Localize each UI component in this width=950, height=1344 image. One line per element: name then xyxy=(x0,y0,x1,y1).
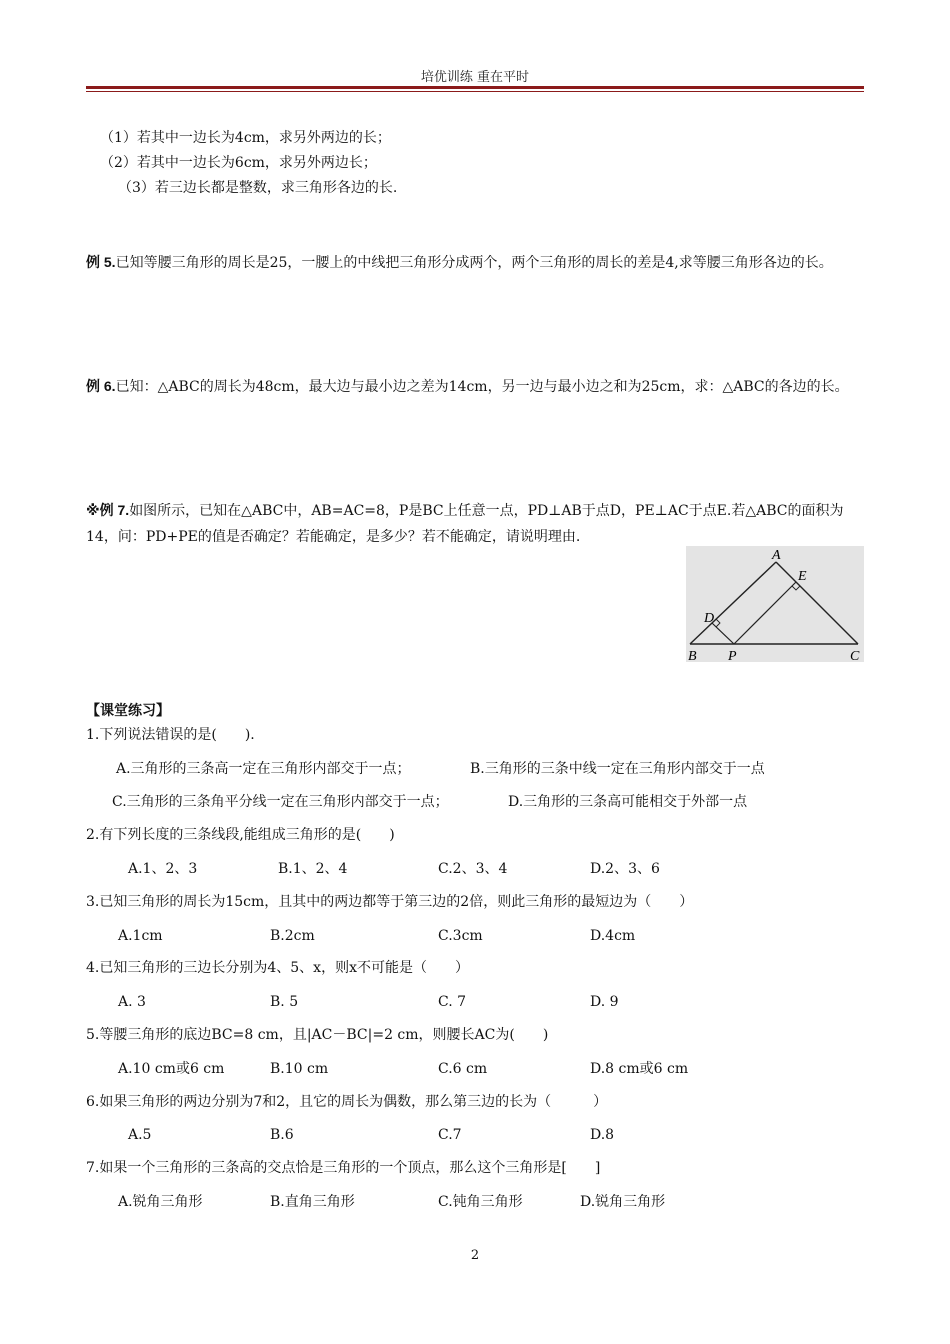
header-rule-thick xyxy=(86,86,864,89)
example7-text: 如图所示，已知在△ABC中，AB=AC=8，P是BC上任意一点，PD⊥AB于点D，PE⊥AC于点E.若△ABC的面积为14，问：PD+PE的值是否确定？若能确定，是多少？若不能确定，请说明理由. xyxy=(86,503,844,545)
label-d: D xyxy=(704,611,715,626)
question-7-option-d: D.锐角三角形 xyxy=(580,1194,666,1210)
example6-paragraph xyxy=(86,373,866,400)
question-6-stem: 6.如果三角形的两边分别为7和2，且它的周长为偶数，那么第三边的长为（ ） xyxy=(86,1094,608,1110)
segment-pe xyxy=(734,582,796,644)
example5-label: 例 5. xyxy=(86,254,116,270)
question-7-stem: 7.如果一个三角形的三条高的交点恰是三角形的一个顶点，那么这个三角形是[ ] xyxy=(86,1160,601,1176)
question-5-option-b: B.10 cm xyxy=(270,1061,329,1077)
question-1-option-c: C.三角形的三条角平分线一定在三角形内部交于一点； xyxy=(112,794,449,810)
question-2-option-b: B.1、2、4 xyxy=(278,861,348,877)
question-2-option-c: C.2、3、4 xyxy=(438,861,508,877)
question-5-option-c: C.6 cm xyxy=(438,1061,488,1077)
question-2-option-a: A.1、2、3 xyxy=(128,861,198,877)
question-3-option-a: A.1cm xyxy=(118,928,163,944)
triangle-diagram xyxy=(686,546,864,662)
segment-pd xyxy=(712,623,734,644)
example5-text: 已知等腰三角形的周长是25，一腰上的中线把三角形分成两个，两个三角形的周长的差是4,求等腰三角形各边的长。 xyxy=(115,255,833,271)
right-angle-mark-e xyxy=(792,586,800,590)
page-header-title: 培优训练 重在平时 xyxy=(420,70,530,85)
question-1-option-b: B.三角形的三条中线一定在三角形内部交于一点 xyxy=(470,761,765,777)
question-6-option-c: C.7 xyxy=(438,1127,462,1143)
question-1-option-a: A.三角形的三条高一定在三角形内部交于一点； xyxy=(116,761,411,777)
label-e: E xyxy=(798,569,807,584)
question-2-option-d: D.2、3、6 xyxy=(590,861,660,877)
question-4-option-d: D. 9 xyxy=(590,994,619,1010)
question-7-option-b: B.直角三角形 xyxy=(270,1194,355,1210)
question-1-stem: 1.下列说法错误的是( ). xyxy=(86,727,255,743)
side-ab xyxy=(690,562,776,644)
question-3-option-c: C.3cm xyxy=(438,928,483,944)
question-7-option-a: A.锐角三角形 xyxy=(118,1194,203,1210)
question-6-option-d: D.8 xyxy=(590,1127,615,1143)
label-a: A xyxy=(772,548,781,563)
question-2-stem: 2.有下列长度的三条线段,能组成三角形的是( ) xyxy=(86,827,395,843)
example7-paragraph xyxy=(86,497,866,550)
question-4-stem: 4.已知三角形的三边长分别为4、5、x，则x不可能是（ ） xyxy=(86,960,469,976)
right-angle-mark-d xyxy=(716,619,720,627)
question-5-stem: 5.等腰三角形的底边BC=8 cm，且|AC－BC|=2 cm，则腰长AC为( ) xyxy=(86,1027,549,1043)
page-number: 2 xyxy=(470,1248,480,1263)
header-rule-thin xyxy=(86,91,864,92)
question-3-option-d: D.4cm xyxy=(590,928,636,944)
side-ac xyxy=(776,562,858,644)
question-1-option-d: D.三角形的三条高可能相交于外部一点 xyxy=(508,794,748,810)
question-4-option-c: C. 7 xyxy=(438,994,467,1010)
label-c: C xyxy=(850,649,860,662)
example4-part-3: （3）若三边长都是整数，求三角形各边的长. xyxy=(118,180,398,196)
question-6-option-a: A.5 xyxy=(128,1127,152,1143)
example4-part-2: （2）若其中一边长为6cm，求另外两边长； xyxy=(100,155,377,171)
question-3-option-b: B.2cm xyxy=(270,928,315,944)
example7-label: ※例 7. xyxy=(86,502,130,518)
section-title: 【课堂练习】 xyxy=(86,702,170,718)
example5-paragraph xyxy=(86,249,866,276)
question-3-stem: 3.已知三角形的周长为15cm，且其中的两边都等于第三边的2倍，则此三角形的最短边为（ ） xyxy=(86,894,694,910)
example6-label: 例 6. xyxy=(86,378,116,394)
question-6-option-b: B.6 xyxy=(270,1127,294,1143)
question-5-option-d: D.8 cm或6 cm xyxy=(590,1061,689,1077)
question-5-option-a: A.10 cm或6 cm xyxy=(118,1061,225,1077)
triangle-figure xyxy=(686,546,864,662)
question-4-option-b: B. 5 xyxy=(270,994,299,1010)
question-7-option-c: C.钝角三角形 xyxy=(438,1194,523,1210)
example6-text: 已知：△ABC的周长为48cm，最大边与最小边之差为14cm，另一边与最小边之和为25cm，求：△ABC的各边的长。 xyxy=(115,379,849,395)
label-p: P xyxy=(728,649,737,662)
example4-part-1: （1）若其中一边长为4cm，求另外两边的长； xyxy=(100,130,391,146)
label-b: B xyxy=(688,649,697,662)
question-4-option-a: A. 3 xyxy=(118,994,146,1010)
